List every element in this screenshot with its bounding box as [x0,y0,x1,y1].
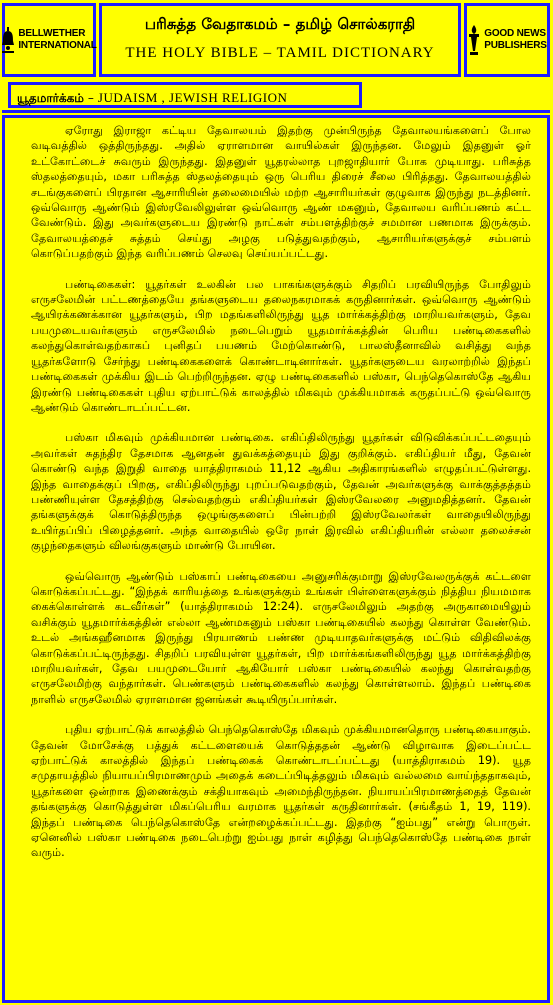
subject-tamil: யூதமார்க்கம் [17,91,84,105]
logo-line-1: GOOD NEWS [484,28,546,39]
paragraph-3: பஸ்கா மிகவும் முக்கியமான பண்டிகை. எகிப்திலிருந்து யூதர்கள் விடுவிக்கப்பட்டதையும் அவர்கள் சுதந்திர தேசமாக ஆனதன் துவக்கத்தையும் இது குறிக்கும். எகிப்தியர் மீது, தேவன் கொண்டு வந்த இறுதி வாதை யாத்திராகமம் 11,12 ஆகிய அதிகாரங்களில் எழுதப்பட்டுள்ளது. இந்த வாதைக்குப் பிறகு, எகிப்திலிருந்து புறப்படுவதற்கும், தேவன் அவர்களுக்கு வாக்குத்தத்தம் பண்ணியுள்ள தேசத்திற்கு செல்வதற்கும் எகிப்தியர்கள் இஸ்ரவேலரை அனுமதித்தனர். தேவன் தங்களுக்குக் கொடுத்திருந்த ஒழுங்குகளைப் பின்பற்றி இஸ்ரவேலர்கள் வாதையிலிருந்து உயிர்தப்பிப் பிழைத்தனர். அந்த வாதையில் ஒரே நாள் இரவில் எகிப்தியரின் எல்லா தலைச்சன் குழந்தைகளும் விலங்குகளும் மாண்டு போயின. [31,431,531,553]
paragraph-5: புதிய ஏற்பாட்டுக் காலத்தில் பெந்தெகொஸ்தே மிகவும் முக்கியமானதொரு பண்டிகையாகும். தேவன் மோசேக்கு பத்துக் கட்டளையைக் கொடுத்ததன் ஆண்டு விழாவாக இடைப்பட்ட ஏற்பாட்டுக் காலத்தில் இந்தப் பண்டிகைக் கொண்டாடப்பட்டது (யாத்திராகமம் 19). யூத சமுதாயத்தில் நியாயப்பிரமாணமும் அதைக் கடைப்பிடித்தலும் மிகவும் வல்லமை வாய்ந்ததாகவும், யூதர்களை ஒன்றாக இணைக்கும் சக்தியாகவும் அமைந்திருந்தன. நியாயப்பிரமாணத்தைத் தேவன் தங்களுக்கு கொடுத்துள்ள மிகப்பெரிய வரமாக யூதர்கள் கருதினார்கள். (சங்கீதம் 1, 19, 119). இந்தப் பண்டிகை பெந்தெகொஸ்தே என்றழைக்கப்பட்டது. இதற்கு “ஐம்பது” என்று பொருள். ஏனெனில் பஸ்கா பண்டிகை நடைபெற்று ஐம்பது நாள் கழித்து பெந்தெகொஸ்தே பண்டிகை நாள் வரும். [31,723,531,860]
paragraph-2: பண்டிகைகள்: யூதர்கள் உலகின் பல பாகங்களுக்கும் சிதறிப் பரவியிருந்த போதிலும் எருசலேமின் பட்டணத்தையே தங்களுடைய தலைநகரமாகக் கருதினார்கள். ஒவ்வொரு ஆண்டும் ஆயிரக்கணக்கான யூதர்களும், பிற மதங்களிலிருந்து யூத மார்க்கத்திற்கு மாறியவர்களும், தேவ பயமுடையவர்களும் எருசலேமில் நடைபெறும் யூதமார்க்கத்தின் பெரிய பண்டிகைகளில் கலந்துகொள்வதற்காகப் புனிதப் பயணம் மேற்கொண்டு, பாலஸ்தீனாவில் வசித்து வந்த யூதர்களோடு சேர்ந்து பண்டிகைகளைக் கொண்டாடினார்கள். யூதர்களுடைய வரலாற்றில் இந்தப் பண்டிகைகள் முக்கிய இடம் பெற்றிருந்தன. ஏழு பண்டிகைகளில் பஸ்கா, பெந்தெகொஸ்தே ஆகிய இரண்டு பண்டிகைகள் புதிய ஏற்பாட்டுக் காலத்தில் மிகவும் முக்கியமாகக் கருதப்பட்டு ஒவ்வொரு ஆண்டும் கொண்டாடப்பட்டன. [31,277,531,414]
logo-line-2: PUBLISHERS [484,40,547,51]
good-news-logo [464,3,550,77]
torch-icon [467,25,481,55]
subject-row [2,80,550,113]
paragraph-4: ஒவ்வொரு ஆண்டும் பஸ்காப் பண்டிகையை அனுசரிக்குமாறு இஸ்ரவேலருக்குக் கட்டளை கொடுக்கப்பட்டது. “இந்தக் காரியத்தை உங்களுக்கும் உங்கள் பிள்ளைகளுக்கும் நித்திய நியமமாக கைக்கொள்ளக் கடவீர்கள்” (யாத்திராகமம் 12:24). எருசலேமிலும் அதற்கு அருகாமையிலும் வசிக்கும் யூதமார்க்கத்தின் எல்லா ஆண்மகனும் பஸ்கா பண்டிகையில் கலந்து கொள்ள வேண்டும். உடல் அங்கஹீனமாக இருந்து பிரயாணம் பண்ண முடியாதவர்களுக்கு மட்டும் விதிவிலக்கு கொடுக்கப்பட்டிருந்தது. சிதறிப் பரவியுள்ள யூதர்கள், பிற மார்க்கங்களிலிருந்து யூத மார்க்கத்திற்கு மாறியவர்கள், தேவ பயமுடையோர் ஆகியோர் பஸ்கா பண்டிகையில் கலந்து கொள்வதற்கு எருசலேமிற்கு வந்தார்கள். பெண்களும் பண்டிகைகளில் கலந்து கொள்ளலாம். இந்தப் பண்டிகை நாளில் எருசலேமில் ஏராளமான ஜனங்கள் கூடியிருப்பார்கள். [31,569,531,706]
article-body [2,115,550,1003]
subject-english: JUDAISM , JEWISH RELIGION [97,90,288,105]
paragraph-1: ஏரோது இராஜா கட்டிய தேவாலயம் இதற்கு முன்பிருந்த தேவாலயங்களைப் போல வடிவத்தில் ஒத்திருந்தது. அதில் ஏராளமான வாயில்கள் இருந்தன. மேலும் இதனுள் ஓர் உட்கோட்டைச் சுவரும் இருந்தது. இதனுள் யூதரல்லாத புறஜாதியார் போக முடியாது. பரிசுத்த ஸ்தலத்தையும், மகா பரிசுத்த ஸ்தலத்தையும் ஒரு பெரிய திரைச் சீலை பிரித்தது. தேவாலயத்தில் சடங்குகளைப் பிரதான ஆசாரியின் தலைமையில் மற்ற ஆசாரியர்கள் குழுவாக இருந்து நடத்தினர். ஒவ்வொரு ஆண்டும் இஸ்ரவேலிலுள்ள ஒவ்வொரு ஆண் மகனும், தேவாலய வரிப்பணம் கட்ட வேண்டும். இது அவர்களுடைய இரண்டு நாட்கள் சம்பளத்திற்குச் சமமான பணமாக இருக்கும். தேவாலயத்தைச் சுத்தம் செய்து அழகு படுத்துவதற்கும், ஆசாரியர்களுக்குச் சம்பளம் கொடுப்பதற்கும் இந்த வரிப்பணம் செலவு செய்யப்பட்டது. [31,124,531,261]
subject-dash: – [87,91,94,105]
bell-icon [1,27,15,53]
title-box [99,3,461,77]
logo-line-2: INTERNATIONAL [18,40,97,51]
bellwether-logo [2,3,96,77]
title-english: THE HOLY BIBLE – TAMIL DICTIONARY [125,45,435,61]
title-tamil: பரிசுத்த வேதாகமம் – தமிழ் சொல்கராதி [144,15,416,33]
subject-heading [8,82,362,108]
logo-line-1: BELLWETHER [18,28,86,39]
